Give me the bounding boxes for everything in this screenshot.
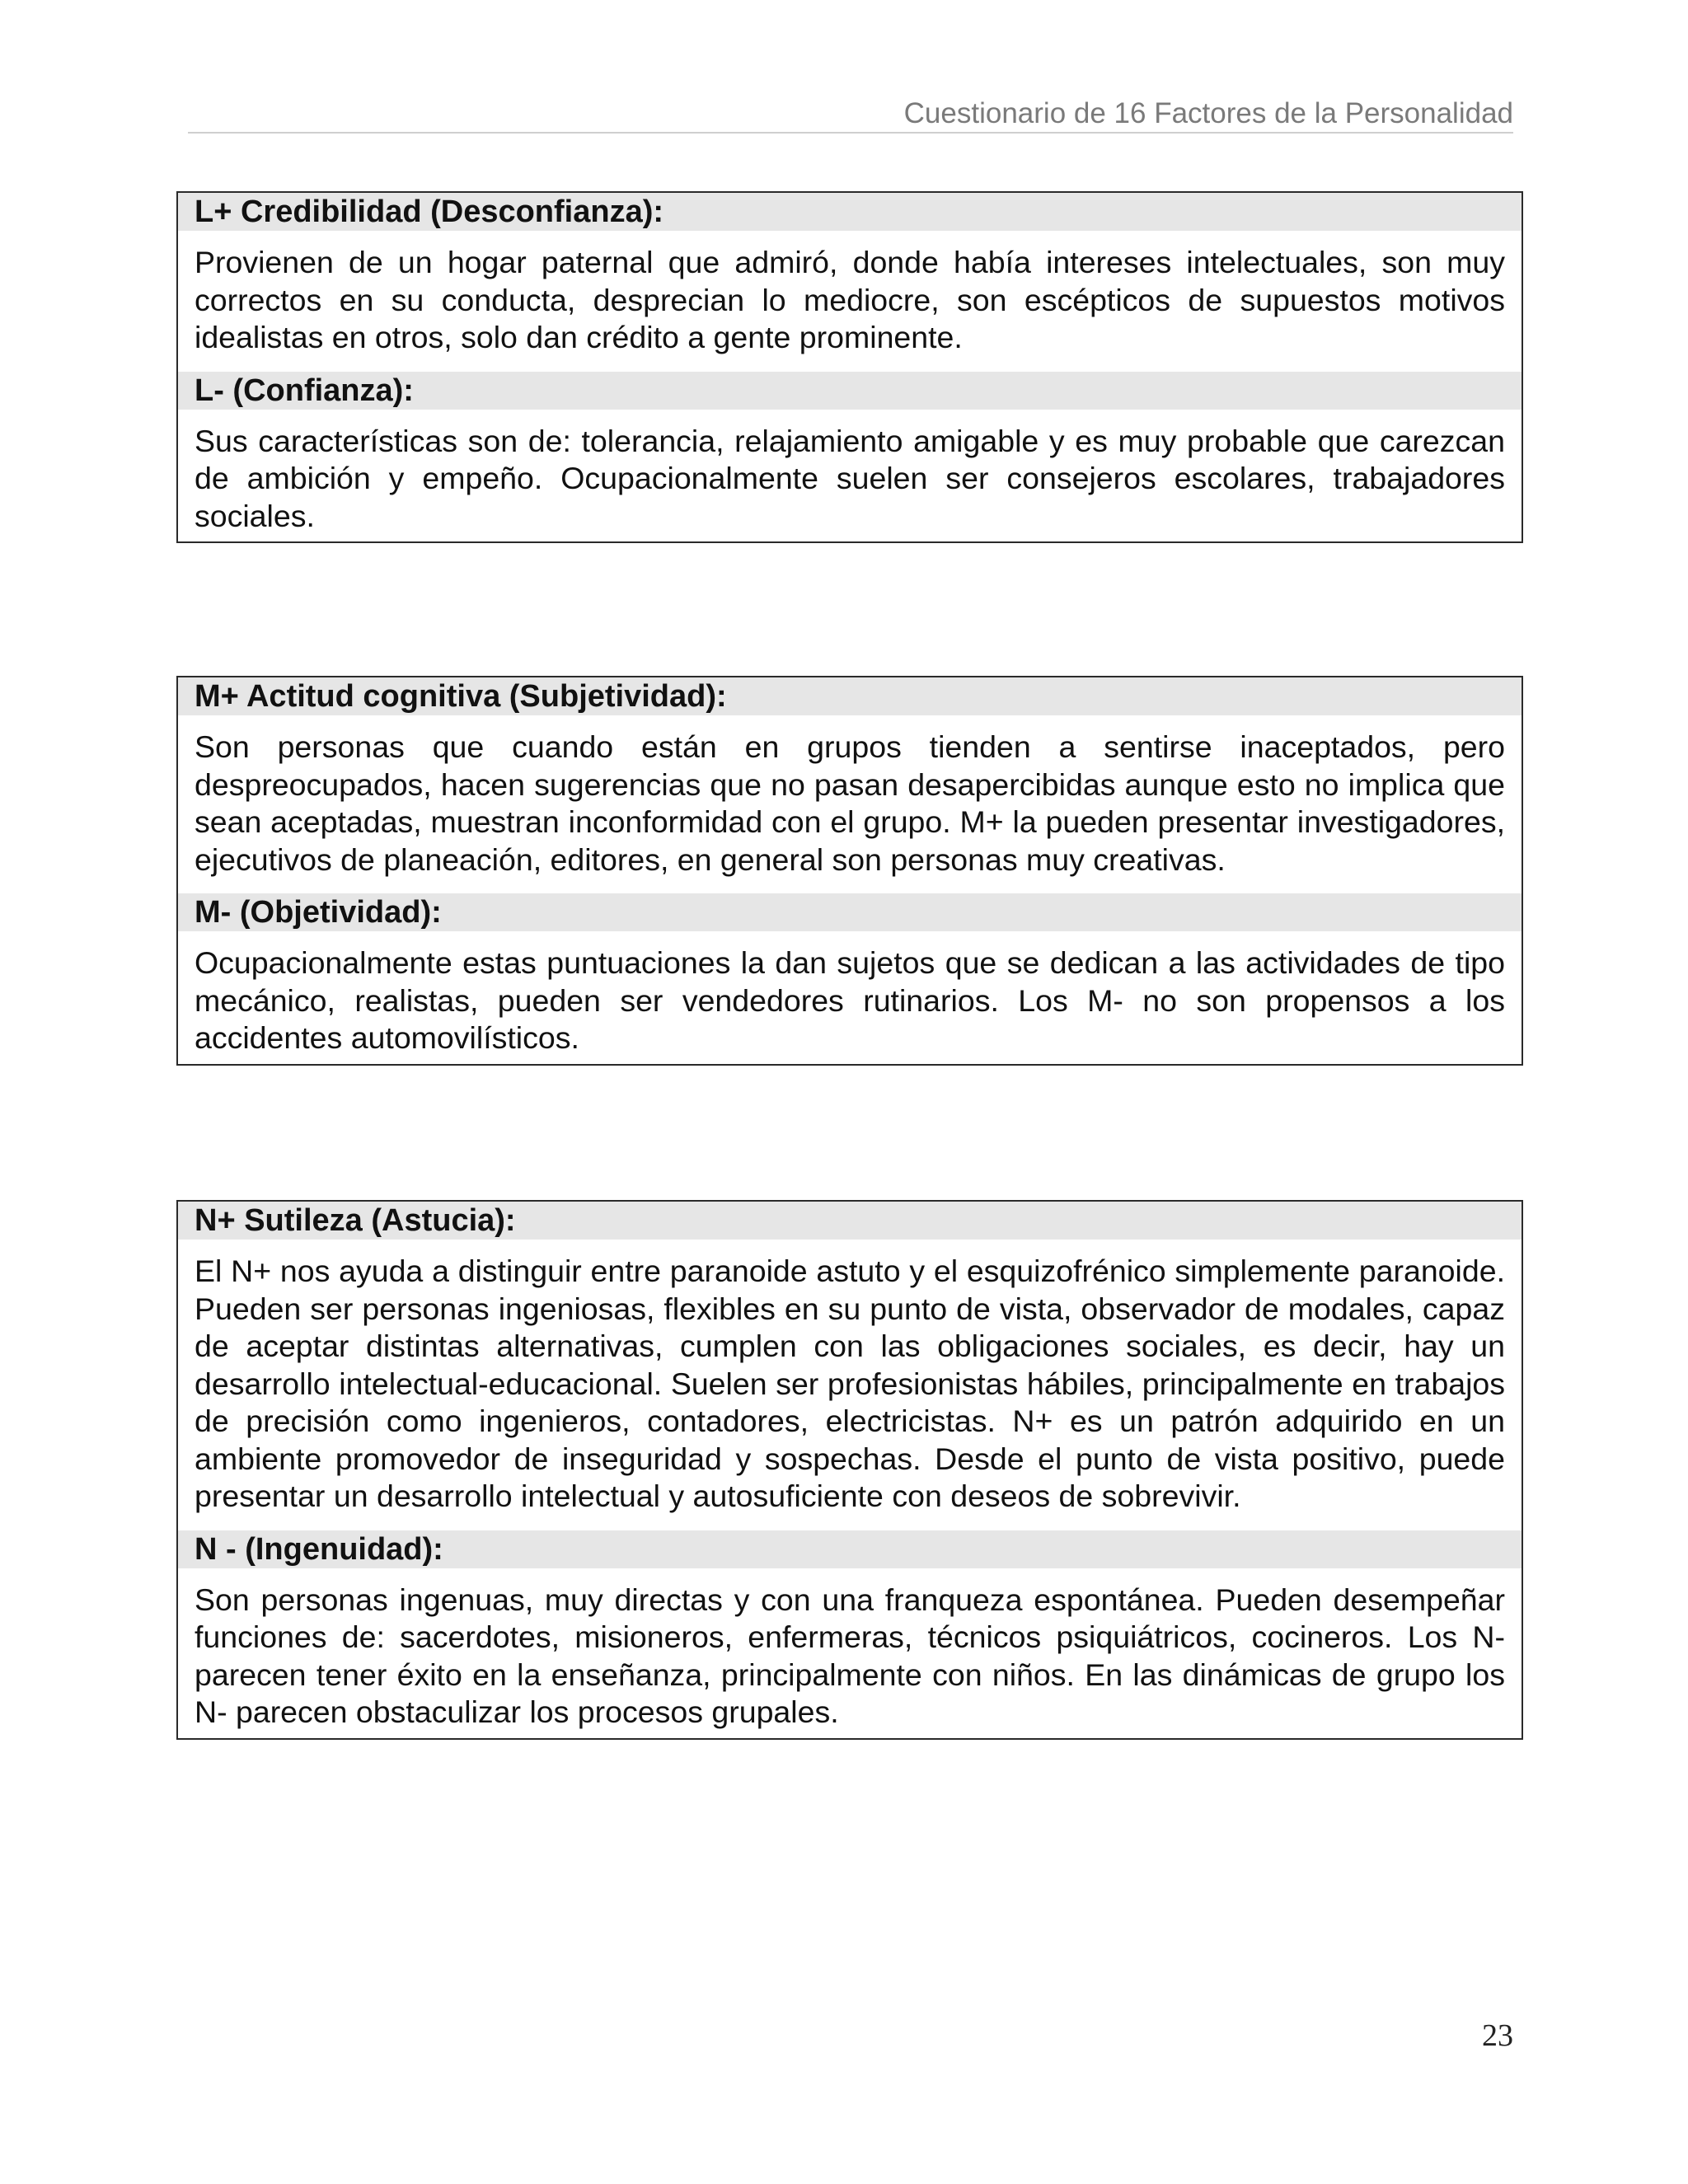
page-number: 23 bbox=[1482, 2018, 1513, 2053]
factor-n-minus-heading: N - (Ingenuidad): bbox=[178, 1530, 1522, 1568]
factor-n-minus-text: Son personas ingenuas, muy directas y con una franqueza espontánea. Pueden desempeñar funciones de: sacerdotes, misioneros, enfermeras, técnicos psiquiátricos, cocineros. Los N- parecen tener éxito en la enseñanza, principalmente con niños. En las dinámicas de grupo los N- parecen obstaculizar los procesos grupales. bbox=[195, 1582, 1505, 1729]
factor-box-l bbox=[176, 191, 1523, 543]
factor-n-plus-heading: N+ Sutileza (Astucia): bbox=[178, 1202, 1522, 1240]
factor-l-minus-text: Sus características son de: tolerancia, relajamiento amigable y es muy probable que carezcan de ambición y empeño. Ocupacionalmente suelen ser consejeros escolares, trabajadores sociales. bbox=[195, 423, 1505, 533]
factor-l-plus-text: Provienen de un hogar paternal que admiró, donde había intereses intelectuales, son muy correctos en su conducta, desprecian lo mediocre, son escépticos de supuestos motivos idealistas en otros, solo dan crédito a gente prominente. bbox=[195, 245, 1505, 354]
factor-l-plus-heading: L+ Credibilidad (Desconfianza): bbox=[178, 193, 1522, 231]
header-divider bbox=[188, 132, 1513, 134]
factor-l-minus-heading: L- (Confianza): bbox=[178, 372, 1522, 410]
factor-m-minus-text: Ocupacionalmente estas puntuaciones la dan sujetos que se dedican a las actividades de tipo mecánico, realistas, pueden ser vendedores rutinarios. Los M- no son propensos a los accidentes automovilísticos. bbox=[195, 945, 1505, 1055]
page-header-title: Cuestionario de 16 Factores de la Personalidad bbox=[903, 97, 1513, 129]
factor-box-n bbox=[176, 1200, 1523, 1740]
factor-m-minus-heading: M- (Objetividad): bbox=[178, 893, 1522, 931]
factor-m-plus-heading: M+ Actitud cognitiva (Subjetividad): bbox=[178, 677, 1522, 715]
factor-box-m bbox=[176, 676, 1523, 1066]
factor-m-plus-text: Son personas que cuando están en grupos tienden a sentirse inaceptados, pero despreocupados, hacen sugerencias que no pasan desapercibidas aunque esto no implica que sean aceptadas, muestran inconformidad con el grupo. M+ la pueden presentar investigadores, ejecutivos de planeación, editores, en general son personas muy creativas. bbox=[195, 729, 1505, 877]
factor-n-plus-text: El N+ nos ayuda a distinguir entre paranoide astuto y el esquizofrénico simplemente paranoide. Pueden ser personas ingeniosas, flexibles en su punto de vista, observador de modales, capaz de aceptar distintas alternativas, cumplen con las obligaciones sociales, es decir, hay un desarrollo intelectual-educacional. Suelen ser profesionistas hábiles, principalmente en trabajos de precisión como ingenieros, contadores, electricistas. N+ es un patrón adquirido en un ambiente promovedor de inseguridad y sospechas. Desde el punto de vista positivo, puede presentar un desarrollo intelectual y autosuficiente con deseos de sobrevivir. bbox=[195, 1254, 1505, 1513]
